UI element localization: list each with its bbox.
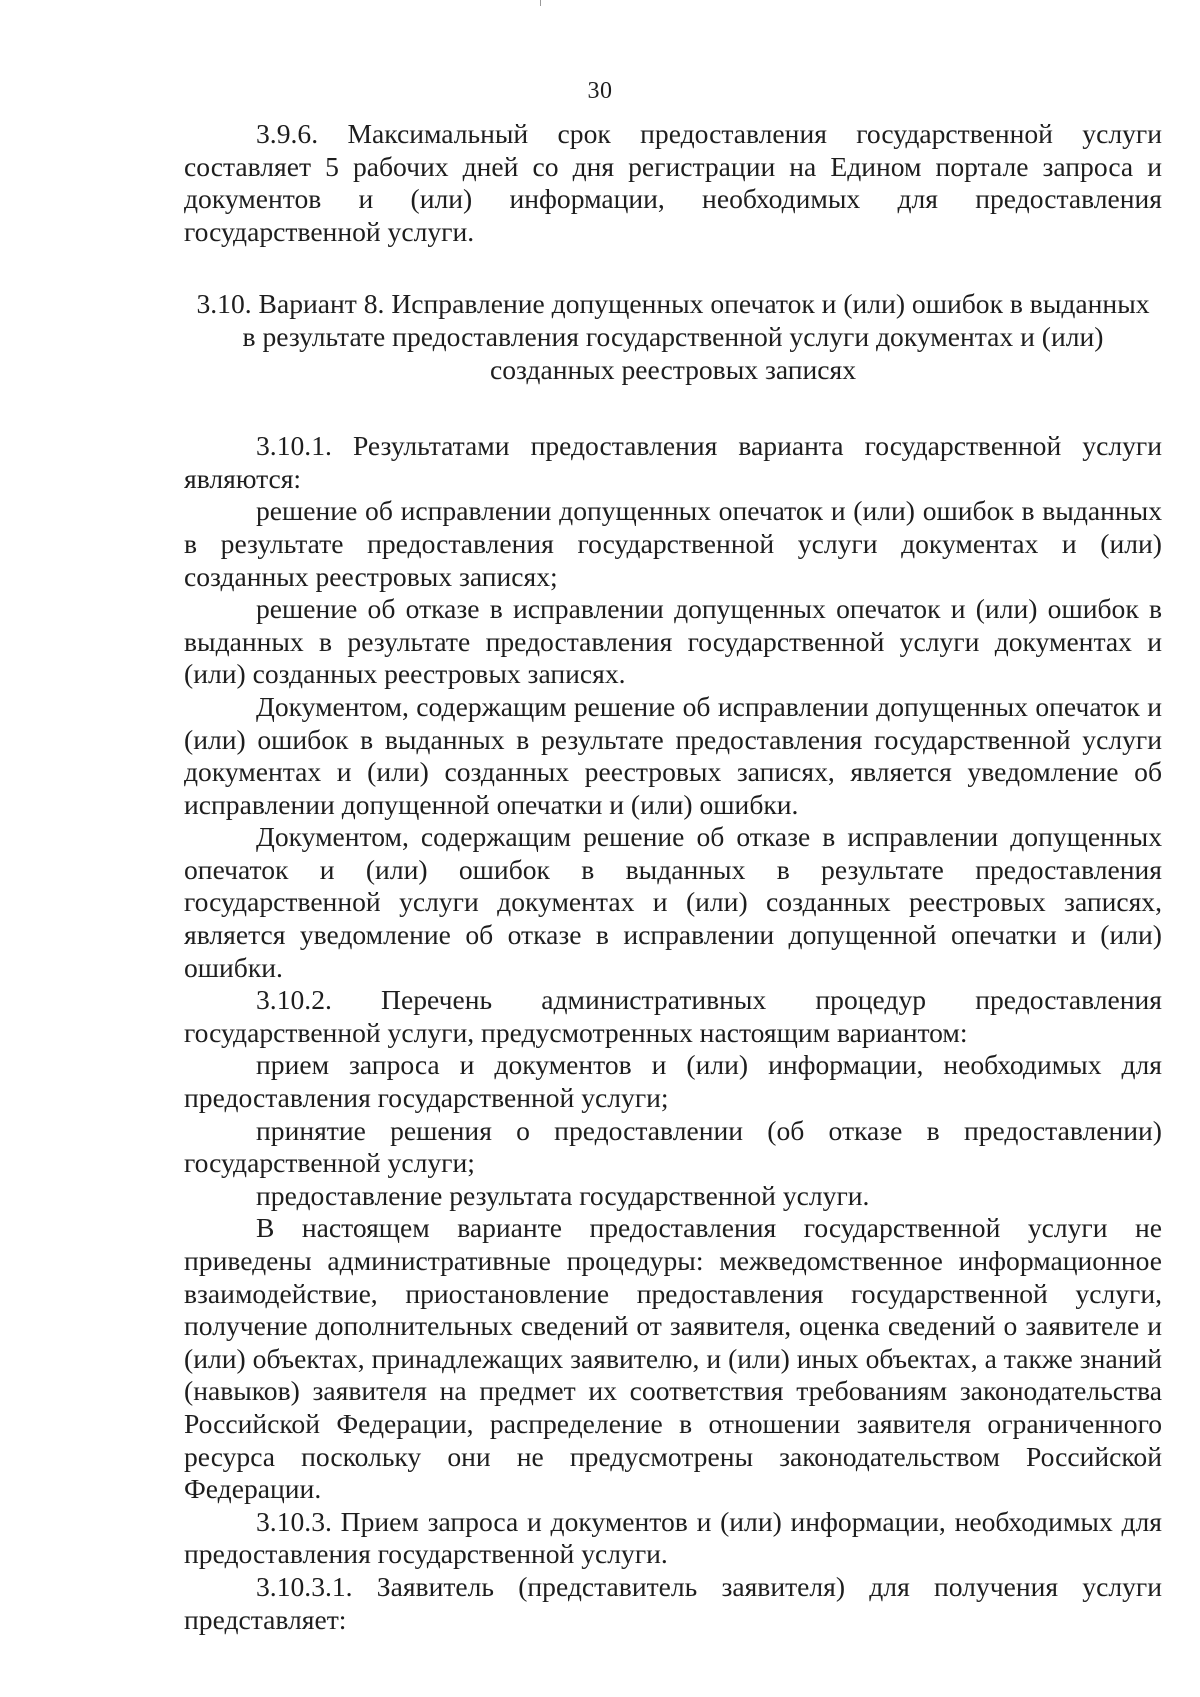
scan-mark <box>540 0 541 6</box>
document-body <box>184 118 1162 1636</box>
paragraph-3-9-6: 3.9.6. Максимальный срок предоставления государственной услуги составляет 5 рабочих дней со дня регистрации на Едином портале запроса и документов и (или) информации, необходимых для предоставления государственной услуги. <box>184 118 1162 247</box>
paragraph-decision-document: Документом, содержащим решение об исправлении допущенных опечаток и (или) ошибок в выданных в результате предоставления государственной услуги документах и (или) созданных реестровых записях, является уведомление об исправлении допущенной опечатки и (или) ошибки. <box>184 690 1162 820</box>
paragraph-not-included-procedures: В настоящем варианте предоставления государственной услуги не приведены административные процедуры: межведомственное информационное взаимодействие, приостановление предоставления государственной услуги, получение дополнительных сведений от заявителя, оценка сведений о заявителе и (или) объектах, принадлежащих заявителю, и (или) иных объектах, а также знаний (навыков) заявителя на предмет их соответствия требованиям законодательства Российской Федерации, распределение в отношении заявителя ограниченного ресурса поскольку они не предусмотрены законодательством Российской Федерации. <box>184 1212 1162 1505</box>
result-item-correction: решение об исправлении допущенных опечаток и (или) ошибок в выданных в результате предоставления государственной услуги документах и (или) созданных реестровых записях; <box>184 495 1162 592</box>
procedure-item-decision: принятие решения о предоставлении (об отказе в предоставлении) государственной услуги; <box>184 1114 1162 1179</box>
paragraph-3-10-2: 3.10.2. Перечень административных процедур предоставления государственной услуги, предусмотренных настоящим вариантом: <box>184 984 1162 1048</box>
result-item-refusal: решение об отказе в исправлении допущенных опечаток и (или) ошибок в выданных в результате предоставления государственной услуги документах и (или) созданных реестровых записях. <box>184 593 1162 690</box>
paragraph-3-10-3-1: 3.10.3.1. Заявитель (представитель заявителя) для получения услуги представляет: <box>184 1570 1162 1635</box>
paragraph-3-10-1: 3.10.1. Результатами предоставления варианта государственной услуги являются: <box>184 430 1162 494</box>
paragraph-refusal-document: Документом, содержащим решение об отказе в исправлении допущенных опечаток и (или) ошибок в выданных в результате предоставления государственной услуги документах и (или) созданных реестровых записях, является уведомление об отказе в исправлении допущенной опечатки и (или) ошибки. <box>184 821 1162 983</box>
paragraph-3-10-3: 3.10.3. Прием запроса и документов и (или) информации, необходимых для предоставления государственной услуги. <box>184 1505 1162 1570</box>
section-heading-3-10: 3.10. Вариант 8. Исправление допущенных опечаток и (или) ошибок в выданных в результате предоставления государственной услуги документах и (или) созданных реестровых записях <box>196 288 1150 385</box>
procedure-item-reception: прием запроса и документов и (или) информации, необходимых для предоставления государственной услуги; <box>184 1049 1162 1114</box>
page-number: 30 <box>587 78 613 104</box>
procedure-item-result: предоставление результата государственной услуги. <box>256 1179 870 1211</box>
